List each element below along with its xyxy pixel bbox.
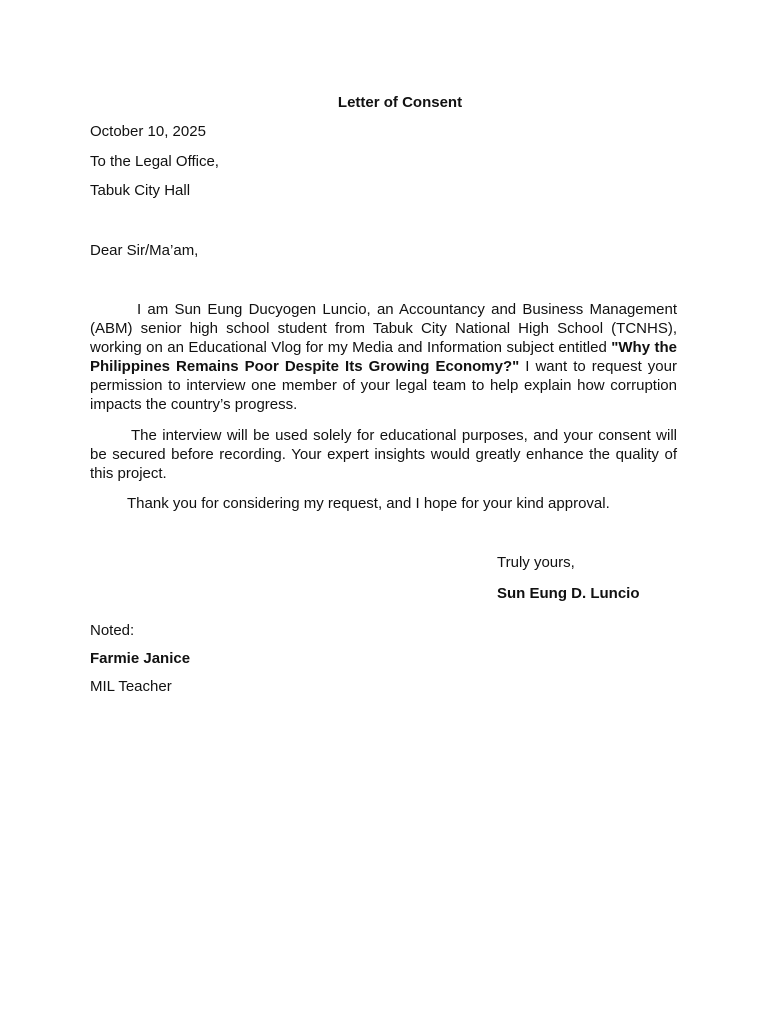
paragraph-1-text-end: I want to request your permission to interview one member of your legal team to help explain how corruption impacts the country’s progress.	[90, 358, 677, 413]
noted-by-role: MIL Teacher	[90, 678, 172, 695]
noted-by-name: Farmie Janice	[90, 650, 191, 667]
recipient-line-2: Tabuk City Hall	[90, 182, 191, 199]
body-paragraph-2: The interview will be used solely for educational purposes, and your consent will be secured before recording. Your expert insights would greatly enhance the quality of this project.	[90, 427, 677, 482]
letter-date: October 10, 2025	[90, 123, 206, 140]
letter-title: Letter of Consent	[337, 94, 463, 111]
paragraph-1-text-start: I am Sun Eung Ducyogen Luncio, an Accountancy and Business Management (ABM) senior high school student from Tabuk City National High School (TCNHS), working on an Educational Vlog for my Media and Information subject entitled	[90, 301, 677, 356]
body-paragraph-3: Thank you for considering my request, and I hope for your kind approval.	[127, 495, 610, 512]
salutation: Dear Sir/Ma’am,	[90, 242, 199, 259]
recipient-line-1: To the Legal Office,	[90, 153, 219, 170]
body-paragraph-1	[90, 300, 677, 414]
complimentary-close: Truly yours,	[497, 554, 575, 571]
vlog-title: "Why the Philippines Remains Poor Despite Its Growing Economy?"	[90, 339, 677, 375]
signer-name: Sun Eung D. Luncio	[497, 585, 640, 602]
noted-label: Noted:	[90, 622, 135, 639]
